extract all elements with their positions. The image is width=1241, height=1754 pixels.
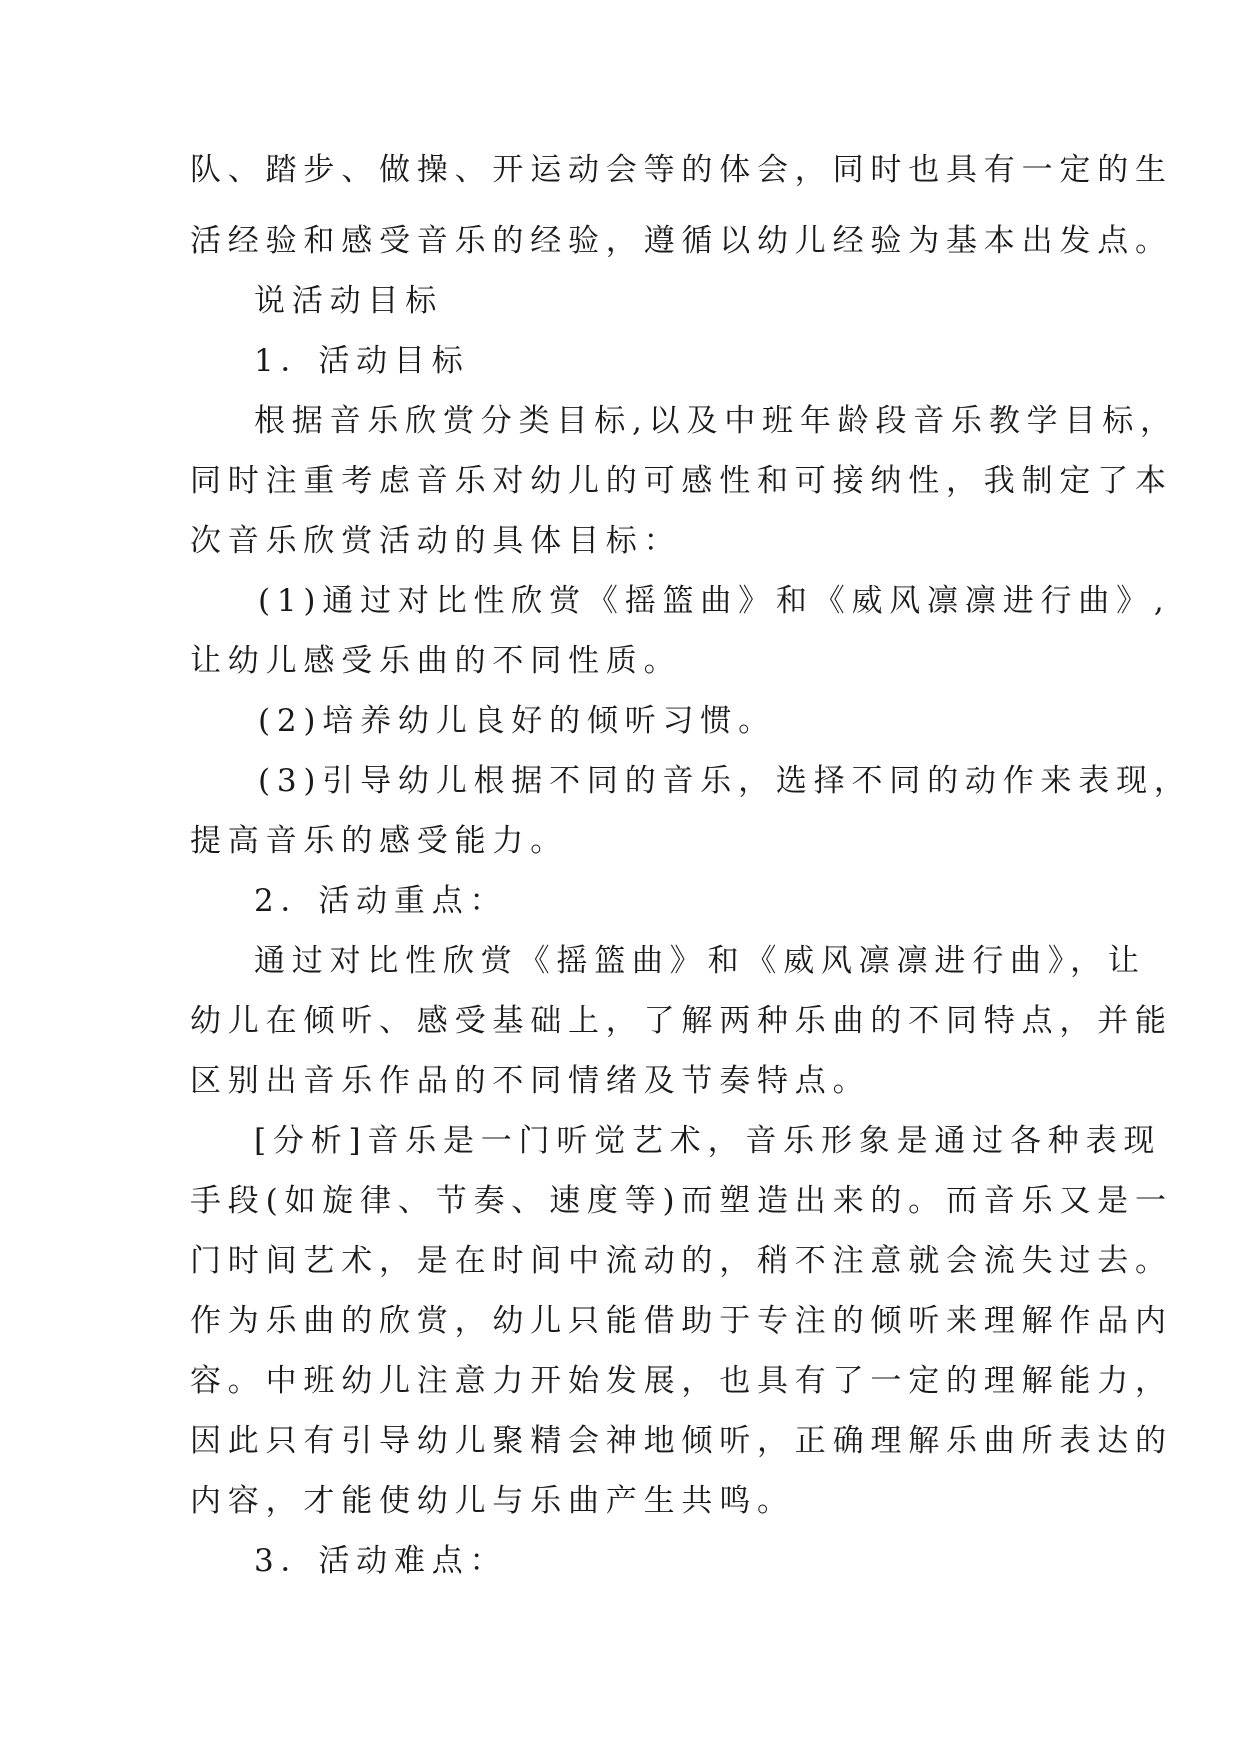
goal-item-1: (1)通过对比性欣赏《摇篮曲》和《威风凛凛进行曲》, [258, 583, 1171, 619]
text-line-14: 通过对比性欣赏《摇篮曲》和《威风凛凛进行曲》，让 [254, 943, 1146, 979]
subheading-difficulties: 3．活动难点： [254, 1543, 508, 1579]
analysis-line-3: 门时间艺术，是在时间中流动的，稍不注意就会流失过去。 [190, 1243, 1173, 1279]
text-line-5: 根据音乐欣赏分类目标,以及中班年龄段音乐教学目标， [254, 403, 1178, 439]
text-line-15: 幼儿在倾听、感受基础上，了解两种乐曲的不同特点，并能 [190, 1003, 1173, 1039]
text-line-2: 活经验和感受音乐的经验，遵循以幼儿经验为基本出发点。 [190, 223, 1173, 259]
text-line-6: 同时注重考虑音乐对幼儿的可感性和可接纳性，我制定了本 [190, 463, 1173, 499]
section-heading-activity-goals: 说活动目标 [254, 283, 443, 319]
text-line-16: 区别出音乐作品的不同情绪及节奏特点。 [190, 1063, 871, 1099]
goal-item-3: (3)引导幼儿根据不同的音乐，选择不同的动作来表现， [258, 763, 1192, 799]
subheading-key-points: 2．活动重点： [254, 883, 508, 919]
goal-item-1-cont: 让幼儿感受乐曲的不同性质。 [190, 643, 682, 679]
analysis-line-7: 内容，才能使幼儿与乐曲产生共鸣。 [190, 1483, 795, 1519]
analysis-line-6: 因此只有引导幼儿聚精会神地倾听，正确理解乐曲所表达的 [190, 1423, 1173, 1459]
analysis-line-4: 作为乐曲的欣赏，幼儿只能借助于专注的倾听来理解作品内 [190, 1303, 1173, 1339]
goal-item-2: (2)培养幼儿良好的倾听习惯。 [258, 703, 776, 739]
text-line-7: 次音乐欣赏活动的具体目标： [190, 523, 682, 559]
analysis-line-1: [分析]音乐是一门听觉艺术，音乐形象是通过各种表现 [254, 1123, 1162, 1159]
subheading-activity-goals: 1．活动目标 [254, 343, 470, 379]
goal-item-3-cont: 提高音乐的感受能力。 [190, 823, 568, 859]
analysis-line-5: 容。中班幼儿注意力开始发展，也具有了一定的理解能力， [190, 1363, 1173, 1399]
analysis-line-2: 手段(如旋律、节奏、速度等)而塑造出来的。而音乐又是一 [190, 1183, 1173, 1219]
text-line-1: 队、踏步、做操、开运动会等的体会，同时也具有一定的生 [190, 152, 1173, 188]
